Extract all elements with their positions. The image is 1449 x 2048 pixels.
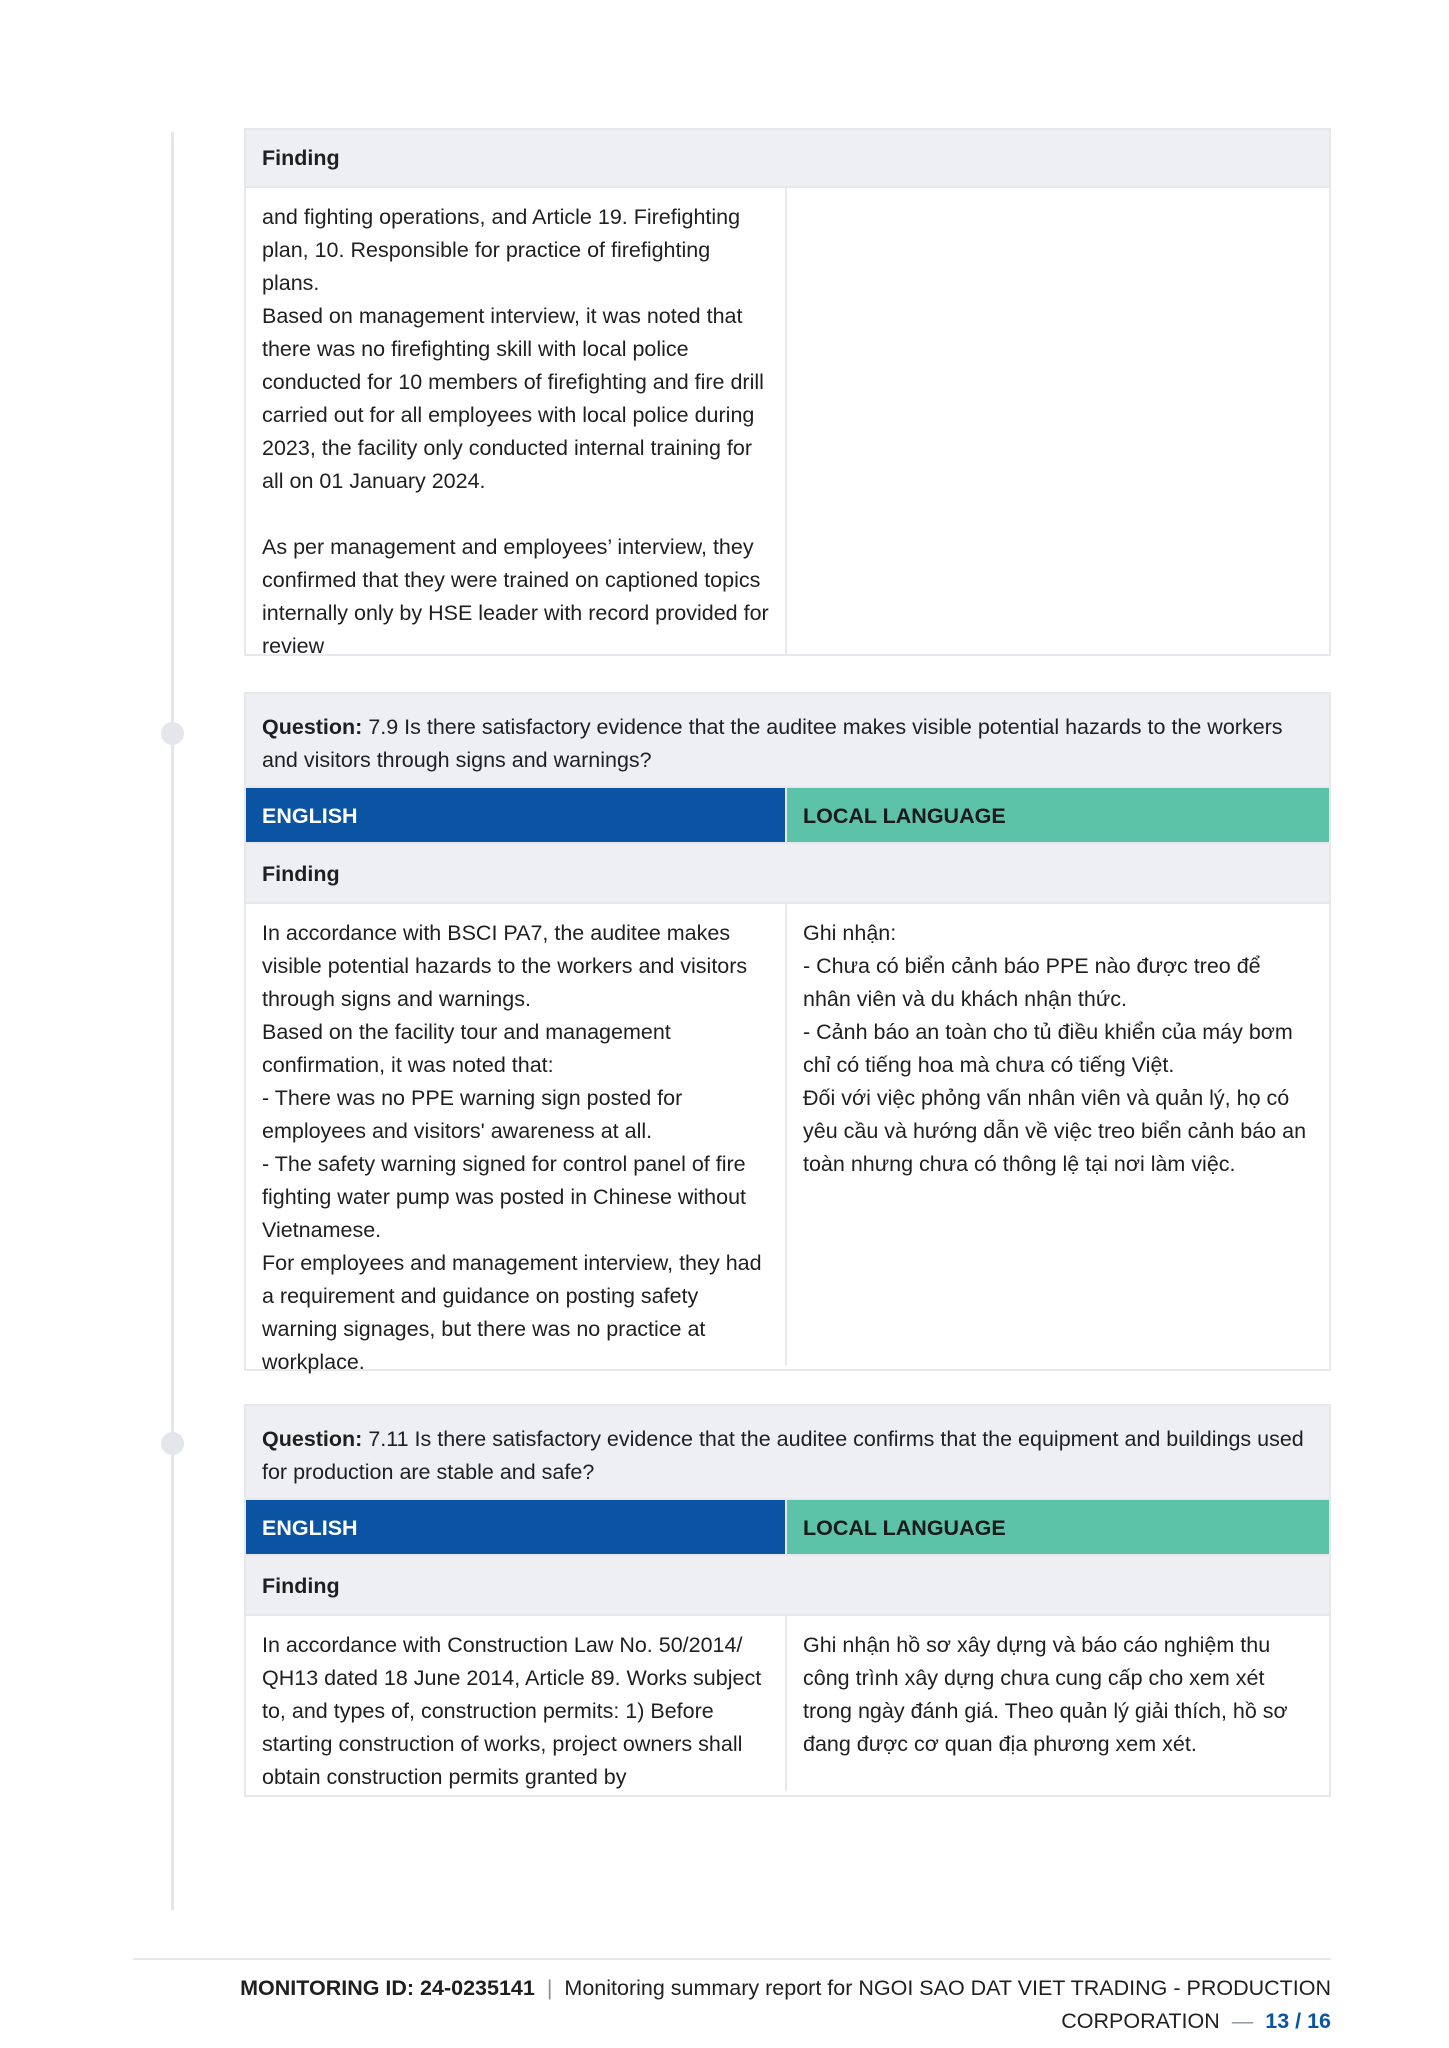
finding-english-text: In accordance with BSCI PA7, the auditee makes visible potential hazards to the workers and visitors through signs and warnings. Based on the facility tour and management confirmation, it was noted that: - There was no PPE warning sign posted for employees and visitors' awareness at all. - The safety warning signed for control panel of fire fighting water pump was posted in Chinese without Vietnamese. For employees and management interview, they had a requirement and guidance on posting safety warning signages, but there was no practice at workplace. bbox=[246, 904, 787, 1365]
question-block-7-9 bbox=[244, 692, 1331, 1374]
footer-line-2 bbox=[133, 2005, 1331, 2038]
language-header-row bbox=[246, 786, 1329, 842]
finding-content-row bbox=[246, 1614, 1329, 1791]
question-block-7-11 bbox=[244, 1404, 1331, 1797]
language-header-row bbox=[246, 1498, 1329, 1554]
page-footer bbox=[133, 1972, 1331, 2038]
monitoring-id: MONITORING ID: 24-0235141 bbox=[240, 1976, 535, 2000]
finding-english-text: and fighting operations, and Article 19. Firefighting plan, 10. Responsible for practice of firefighting plans. Based on management interview, it was noted that there was no firefighting skill with local police conducted for 10 members of firefighting and fire drill carried out for all employees with local police during 2023, the facility only conducted internal training for all on 01 January 2024. As per management and employees’ interview, they confirmed that they were trained on captioned topics internally only by HSE leader with record provided for review bbox=[246, 188, 787, 654]
footer-line-1 bbox=[133, 1972, 1331, 2005]
page-number: 13 / 16 bbox=[1265, 2009, 1331, 2033]
local-language-column-header: LOCAL LANGUAGE bbox=[787, 788, 1329, 842]
question-text: 7.9 Is there satisfactory evidence that the auditee makes visible potential hazards to the workers and visitors through signs and warnings? bbox=[262, 715, 1283, 772]
footer-separator: | bbox=[546, 1976, 553, 2000]
question-label: Question: bbox=[262, 1427, 363, 1451]
finding-header: Finding bbox=[246, 842, 1329, 902]
local-language-column-header: LOCAL LANGUAGE bbox=[787, 1500, 1329, 1554]
question-label: Question: bbox=[262, 715, 363, 739]
finding-header: Finding bbox=[246, 130, 1329, 186]
question-header bbox=[246, 694, 1329, 786]
finding-local-text: Ghi nhận hồ sơ xây dựng và báo cáo nghiệm thu công trình xây dựng chưa cung cấp cho xem xét trong ngày đánh giá. Theo quản lý giải thích, hồ sơ đang được cơ quan địa phương xem xét. bbox=[803, 1633, 1294, 1756]
question-header bbox=[246, 1406, 1329, 1498]
english-column-header: ENGLISH bbox=[246, 788, 787, 842]
english-column-header: ENGLISH bbox=[246, 1500, 787, 1554]
report-title: Monitoring summary report for NGOI SAO DAT VIET TRADING - PRODUCTION bbox=[564, 1976, 1331, 2000]
finding-local-text: Ghi nhận: - Chưa có biển cảnh báo PPE nào được treo để nhân viên và du khách nhận thức. - Cảnh báo an toàn cho tủ điều khiển của máy bơm chỉ có tiếng hoa mà chưa có tiếng Việt. Đối với việc phỏng vấn nhân viên và quản lý, họ có yêu cầu và hướng dẫn về việc treo biển cảnh báo an toàn nhưng chưa có thông lệ tại nơi làm việc. bbox=[803, 921, 1307, 1176]
finding-content-row bbox=[246, 902, 1329, 1374]
footer-divider bbox=[133, 1958, 1331, 1960]
finding-english-text: In accordance with Construction Law No. 50/2014/ QH13 dated 18 June 2014, Article 89. Works subject to, and types of, construction permits: 1) Before starting construction of works, project owners shall obtain construction permits granted by bbox=[246, 1616, 787, 1791]
timeline-line bbox=[171, 132, 174, 1910]
finding-content-row bbox=[246, 186, 1329, 658]
question-text: 7.11 Is there satisfactory evidence that the auditee confirms that the equipment and buildings used for production are stable and safe? bbox=[262, 1427, 1304, 1484]
timeline-dot bbox=[161, 722, 184, 745]
finding-block-continued bbox=[244, 128, 1331, 656]
report-title-continued: CORPORATION bbox=[1061, 2009, 1220, 2033]
timeline-dot bbox=[161, 1432, 184, 1455]
footer-dash: — bbox=[1231, 2009, 1254, 2033]
finding-local-text bbox=[787, 188, 1329, 654]
finding-header: Finding bbox=[246, 1554, 1329, 1614]
